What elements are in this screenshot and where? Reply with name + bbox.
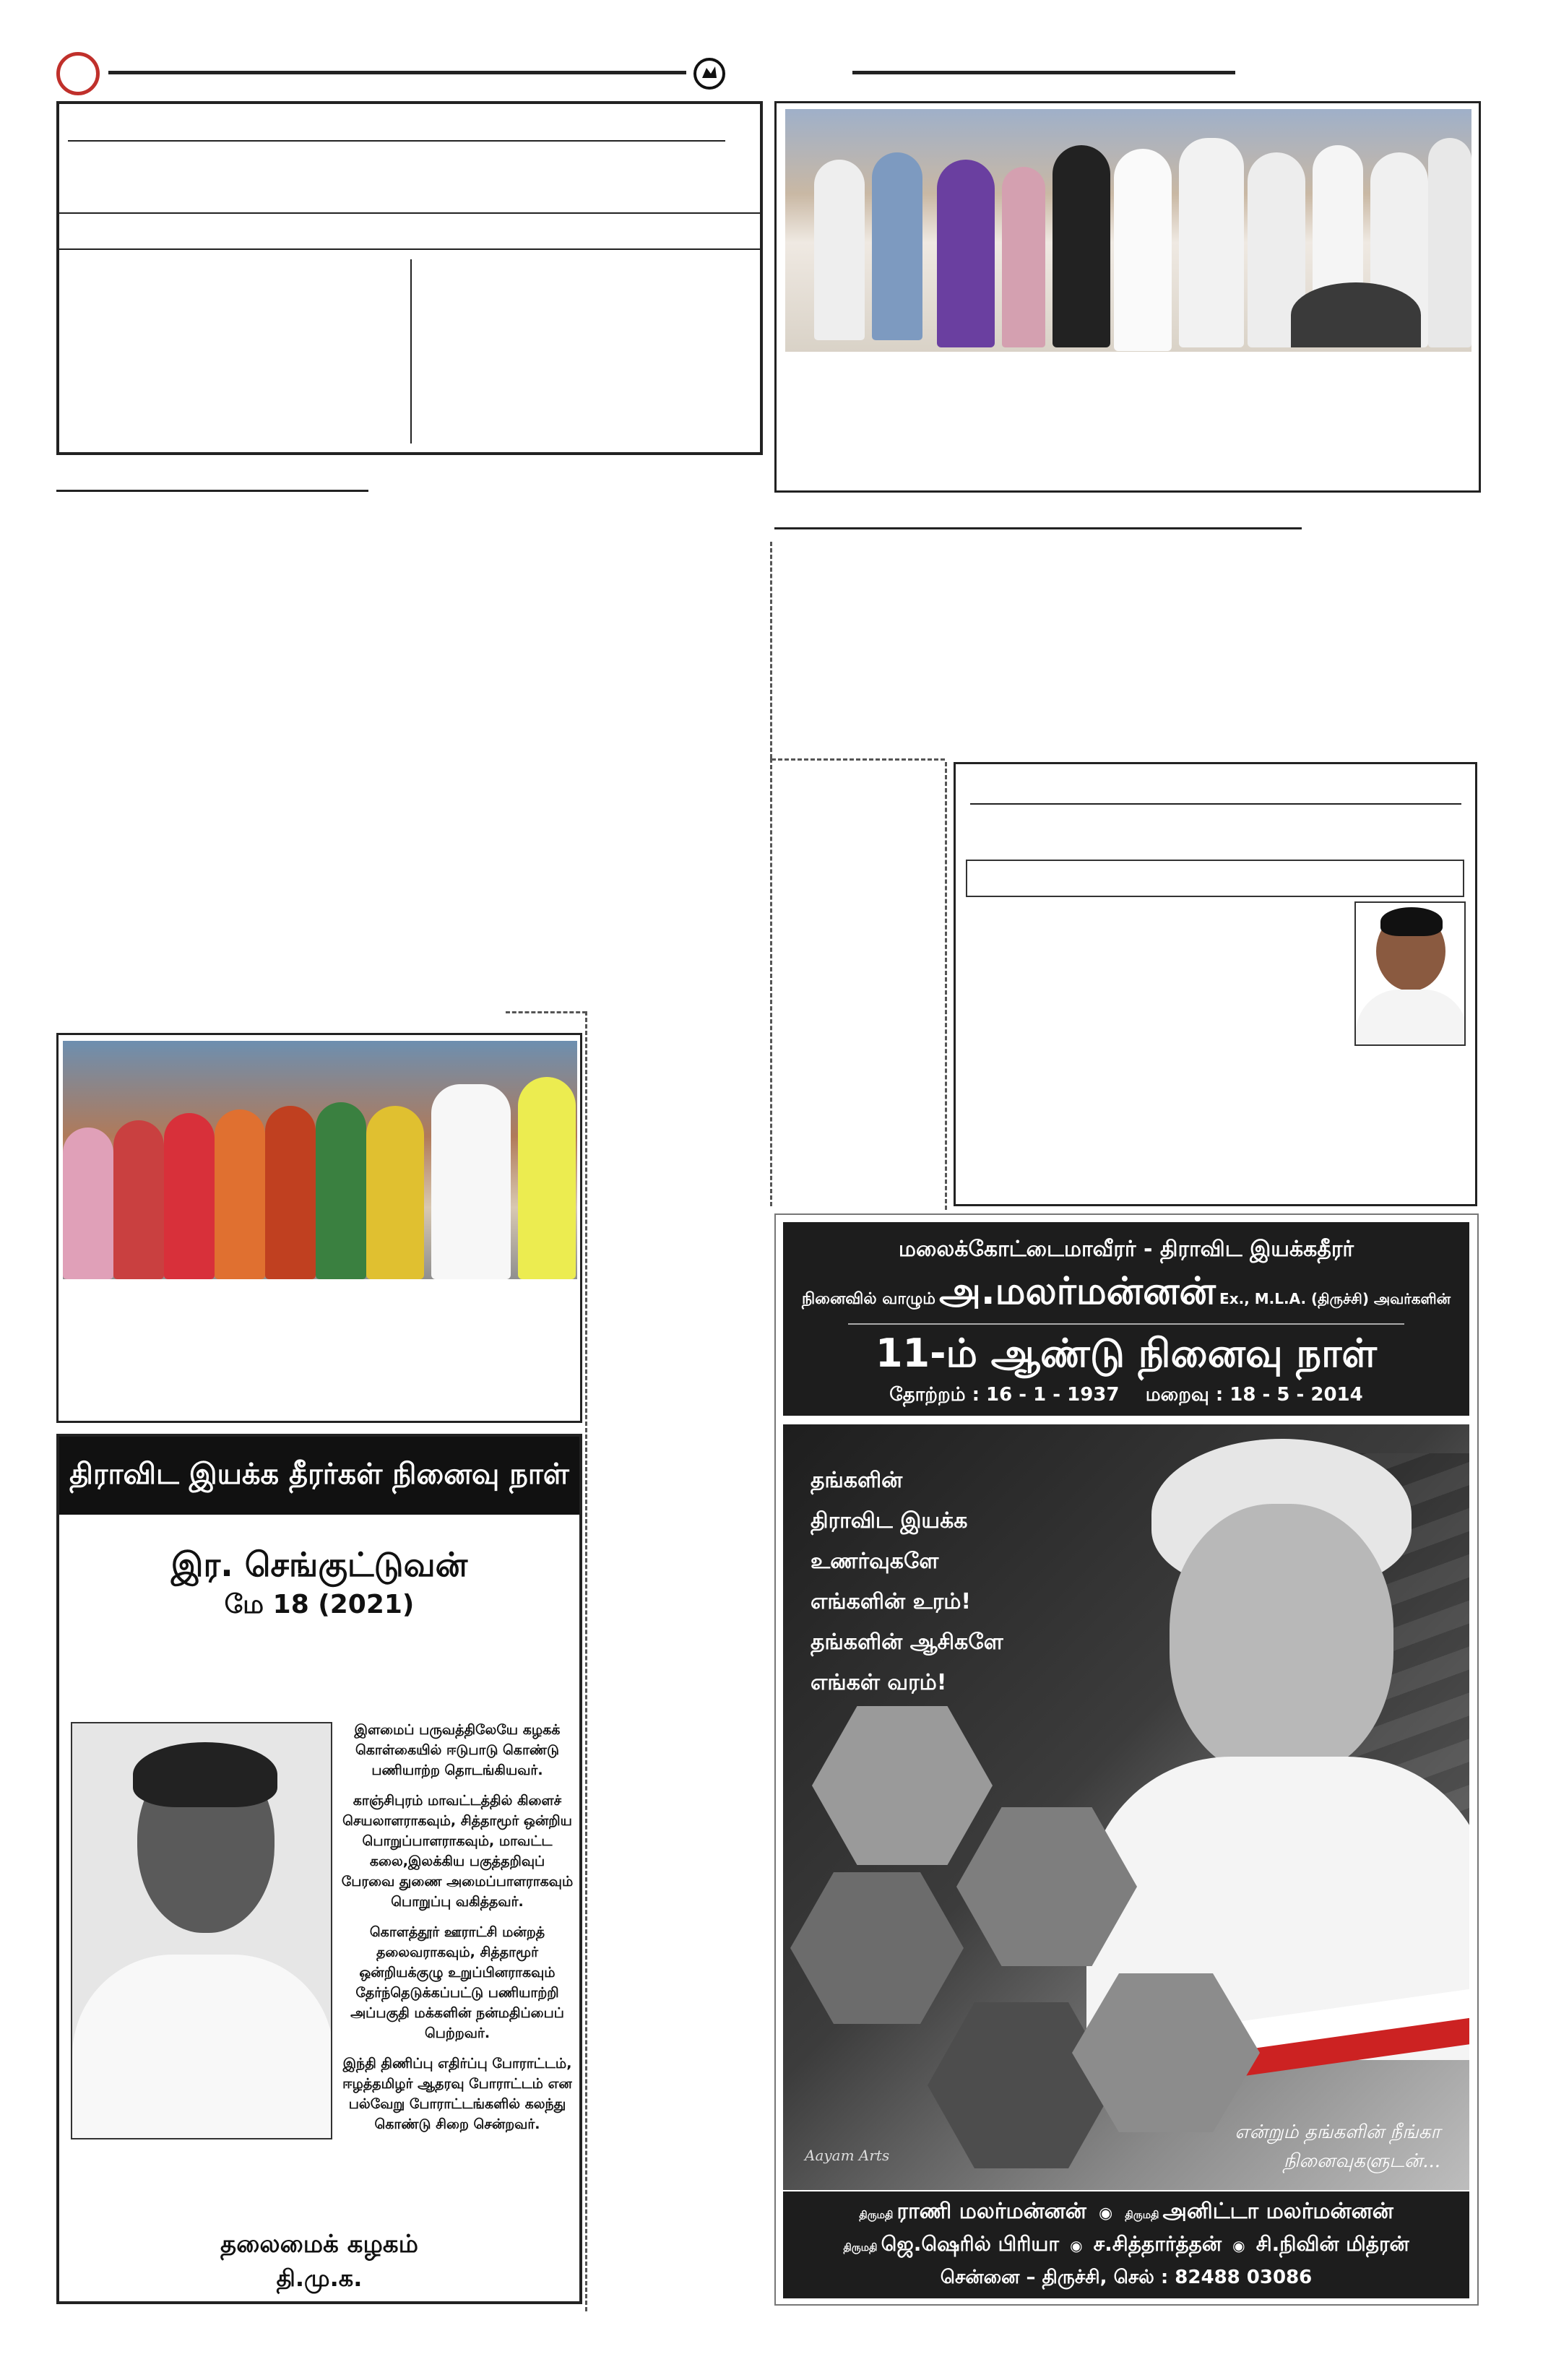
masthead-circle xyxy=(56,52,100,95)
article-box-top-left xyxy=(56,101,763,455)
bio-paragraph: இளமைப் பருவத்திலேயே கழகக் கொள்கையில் ஈடுபாடு கொண்டு பணியாற்ற தொடங்கியவர். xyxy=(354,1722,561,1778)
tribute-line: தங்களின் xyxy=(811,1468,903,1493)
bio-paragraph: கொளத்தூர் ஊராட்சி மன்றத் தலைவராகவும், சித்தாமூர் ஒன்றியக்குழு உறுப்பினராகவும் தேர்ந்தெடுக்கப்பட்டு பணியாற்றி அப்பகுதி மக்களின் நன்மதிப்பைப் பெற்றவர். xyxy=(350,1924,564,2041)
tribute-line: எங்கள் வரம்! xyxy=(811,1670,947,1695)
family-member: ராணி மலர்மன்னன் xyxy=(896,2199,1086,2224)
ad-header-rule xyxy=(848,1323,1404,1325)
dashed-separator xyxy=(770,758,772,1206)
ad-photo-panel xyxy=(783,1424,1469,2190)
memorial-date: மே 18 (2021) xyxy=(224,1590,415,1619)
rising-sun-emblem-icon xyxy=(693,58,725,90)
ad-line1: மலைக்கோட்டைமாவீரர் - திராவிட இயக்கதீரர் xyxy=(898,1237,1354,1262)
ad-designer-credit: Aayam Arts xyxy=(805,2147,890,2164)
memorial-ad-left xyxy=(56,1434,582,2304)
masthead-rule-left xyxy=(108,71,686,74)
photo-article-top-right xyxy=(774,101,1481,493)
main-portrait xyxy=(1101,1439,1469,2046)
ad-title: 11-ம் ஆண்டு நினைவு நாள் xyxy=(875,1330,1378,1376)
collage-photo xyxy=(812,1706,993,1865)
ad-line2-name: அ.மலர்மன்னன் xyxy=(939,1270,1216,1313)
tribute-text xyxy=(811,1461,1056,1703)
tribute-line: தங்களின் ஆசிகளே xyxy=(811,1630,1003,1655)
article-rule xyxy=(59,212,760,214)
memorial-ad-right xyxy=(774,1213,1479,2306)
family-member: சி.நிவின் மித்ரன் xyxy=(1255,2232,1409,2256)
memorial-footer-party: தி.மு.க. xyxy=(276,2264,363,2292)
portrait-photo xyxy=(1354,901,1466,1046)
ad-line2 xyxy=(783,1270,1469,1318)
headline-box xyxy=(966,860,1464,897)
bullet-icon: ◉ xyxy=(1232,2237,1245,2254)
ad-signature: என்றும் தங்களின் நீங்கா நினைவுகளுடன்... xyxy=(1235,2121,1440,2172)
collage-photo xyxy=(790,1872,964,2024)
article-rule xyxy=(59,248,760,250)
ad-footer xyxy=(783,2191,1469,2298)
bio-paragraph: இந்தி திணிப்பு எதிர்ப்பு போராட்டம், ஈழத்தமிழர் ஆதரவு போராட்டம் என பல்வேறு போராட்டங்களில் கலந்து கொண்டு சிறை சென்றவர். xyxy=(342,2056,572,2132)
honorific: திருமதி xyxy=(859,2210,894,2221)
masthead-rule-right xyxy=(852,71,1235,74)
women-group-photo xyxy=(63,1041,577,1279)
family-member: அனிட்டா மலர்மன்னன் xyxy=(1162,2199,1393,2224)
memorial-name: இர. செங்குட்டுவன் xyxy=(170,1545,468,1584)
memorial-banner xyxy=(59,1437,579,1515)
section-rule xyxy=(774,527,1302,529)
ad-contact: சென்னை – திருச்சி, செல் : 82488 03086 xyxy=(940,2267,1313,2288)
memorial-portrait xyxy=(71,1722,332,2139)
dashed-separator xyxy=(585,1011,587,2311)
tribute-line: திராவிட இயக்க xyxy=(811,1508,968,1533)
photo-article-mid-left xyxy=(56,1033,582,1423)
column-divider xyxy=(410,259,412,443)
ad-dates: தோற்றம் : 16 - 1 - 1937 மறைவு : 18 - 5 - 2014 xyxy=(889,1384,1363,1406)
family-member: ச.சித்தார்த்தன் xyxy=(1093,2232,1222,2256)
tribute-line: உணர்வுகளே xyxy=(811,1549,939,1574)
ad-line2-suffix: Ex., M.L.A. (திருச்சி) அவர்களின் xyxy=(1219,1290,1451,1307)
honorific: திருமதி xyxy=(1125,2210,1159,2221)
dashed-separator xyxy=(506,1011,587,1013)
family-line-2 xyxy=(783,2232,1469,2259)
ad-header xyxy=(783,1222,1469,1416)
memorial-bio xyxy=(341,1720,574,2134)
memorial-footer-org: தலைமைக் கழகம் xyxy=(220,2230,418,2259)
portrait-article-box xyxy=(954,762,1477,1206)
family-member: ஜெ.ஷெரில் பிரியா xyxy=(881,2232,1059,2256)
dashed-separator xyxy=(945,762,947,1210)
article-rule xyxy=(68,140,725,142)
memorial-banner-text: திராவிட இயக்க தீரர்கள் நினைவு நாள் xyxy=(69,1457,569,1491)
tribute-line: எங்களின் உரம்! xyxy=(811,1589,972,1614)
dashed-separator xyxy=(770,542,772,758)
dashed-separator xyxy=(772,758,945,761)
family-line-1 xyxy=(783,2199,1469,2227)
ad-line2-prefix: நினைவில் வாழும் xyxy=(801,1290,936,1308)
bio-paragraph: காஞ்சிபுரம் மாவட்டத்தில் கிளைச் செயலாளராகவும், சித்தாமூர் ஒன்றிய பொறுப்பாளராகவும், மாவட்ட கலை,இலக்கிய பகுத்தறிவுப் பேரவை துணை அமைப்பாளராகவும் பொறுப்பு வகித்தவர். xyxy=(341,1793,574,1910)
bullet-icon: ◉ xyxy=(1098,2204,1113,2223)
honorific: திருமதி xyxy=(843,2242,878,2254)
article-rule xyxy=(970,803,1461,805)
group-event-photo xyxy=(785,109,1471,352)
bullet-icon: ◉ xyxy=(1070,2237,1083,2254)
section-rule xyxy=(56,490,368,492)
